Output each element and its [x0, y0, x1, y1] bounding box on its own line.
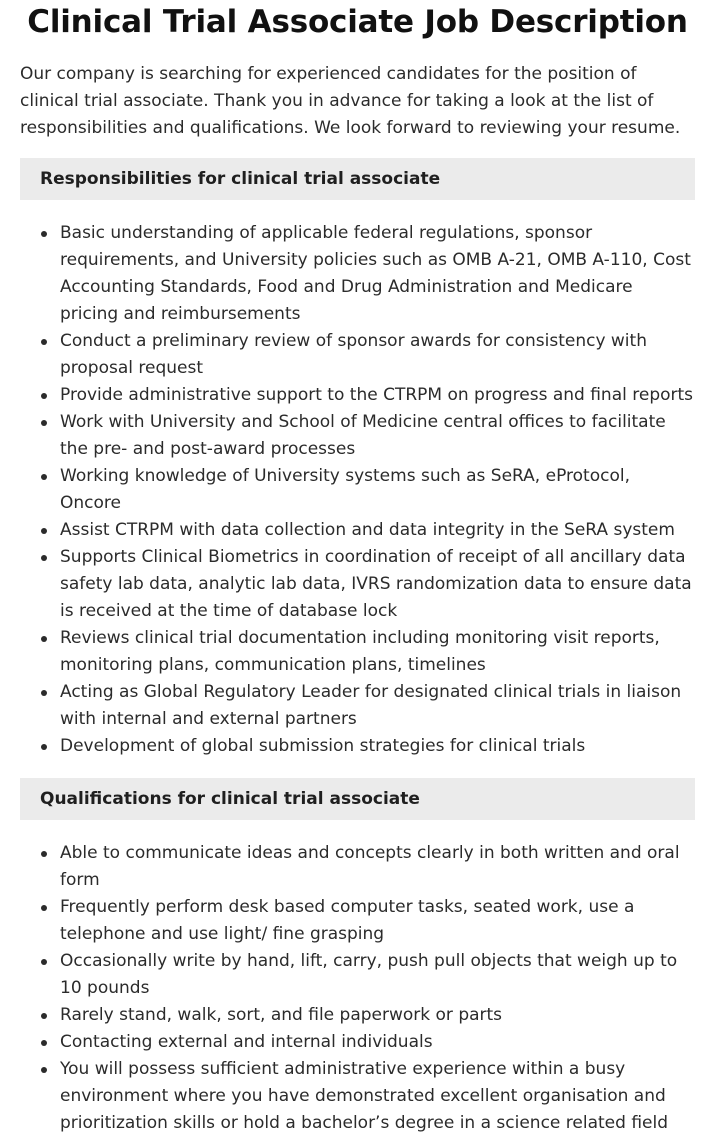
list-item-text: Development of global submission strategies for clinical trials	[60, 736, 586, 756]
list-item-text: Provide administrative support to the CTRPM on progress and final reports	[60, 385, 694, 405]
bullet-icon	[41, 690, 47, 696]
list-item-text: Work with University and School of Medicine central offices to facilitate the pre- and post-award processes	[60, 412, 666, 459]
list-item-text: Occasionally write by hand, lift, carry, push pull objects that weigh up to 10 pounds	[60, 951, 678, 998]
bullet-icon	[41, 1040, 47, 1046]
list-item	[20, 463, 695, 517]
bullet-icon	[41, 851, 47, 857]
list-item-text: Assist CTRPM with data collection and data integrity in the SeRA system	[60, 520, 675, 540]
list-item-text: Reviews clinical trial documentation including monitoring visit reports, monitoring plans, communication plans, timelines	[60, 628, 660, 675]
bullet-icon	[41, 905, 47, 911]
list-item	[20, 220, 695, 328]
bullet-icon	[41, 528, 47, 534]
list-item-text: You will possess sufficient administrative experience within a busy environment where you have demonstrated excellent organisation and prioritization skills or hold a bachelor’s degree in a science related field	[60, 1059, 669, 1133]
responsibilities-heading: Responsibilities for clinical trial associate	[20, 158, 695, 200]
list-item	[20, 894, 695, 948]
list-item	[20, 1056, 695, 1137]
list-item	[20, 1029, 695, 1056]
qualifications-heading: Qualifications for clinical trial associate	[20, 778, 695, 820]
list-item-text: Frequently perform desk based computer tasks, seated work, use a telephone and use light/ fine grasping	[60, 897, 635, 944]
list-item-text: Conduct a preliminary review of sponsor awards for consistency with proposal request	[60, 331, 647, 378]
bullet-icon	[41, 420, 47, 426]
list-item	[20, 625, 695, 679]
bullet-icon	[41, 555, 47, 561]
page-title: Clinical Trial Associate Job Description	[27, 4, 688, 40]
bullet-icon	[41, 744, 47, 750]
list-item	[20, 840, 695, 894]
bullet-icon	[41, 474, 47, 480]
list-item	[20, 544, 695, 625]
list-item	[20, 733, 695, 760]
list-item	[20, 1002, 695, 1029]
list-item-text: Basic understanding of applicable federal regulations, sponsor requirements, and University policies such as OMB A-21, OMB A-110, Cost Accounting Standards, Food and Drug Administration and Medicare pricing and reimbursements	[60, 223, 691, 324]
list-item	[20, 679, 695, 733]
list-item	[20, 382, 695, 409]
list-item-text: Able to communicate ideas and concepts clearly in both written and oral form	[60, 843, 680, 890]
list-item	[20, 517, 695, 544]
list-item-text: Working knowledge of University systems such as SeRA, eProtocol, Oncore	[60, 466, 630, 513]
intro-paragraph: Our company is searching for experienced candidates for the position of clinical trial associate. Thank you in advance for taking a look at the list of responsibilities and qualifications. We look forward to reviewing your resume.	[20, 64, 681, 138]
bullet-icon	[41, 393, 47, 399]
list-item-text: Contacting external and internal individuals	[60, 1032, 433, 1052]
bullet-icon	[41, 1013, 47, 1019]
bullet-icon	[41, 1067, 47, 1073]
bullet-icon	[41, 959, 47, 965]
list-item-text: Acting as Global Regulatory Leader for designated clinical trials in liaison with internal and external partners	[60, 682, 682, 729]
list-item-text: Rarely stand, walk, sort, and file paperwork or parts	[60, 1005, 503, 1025]
list-item	[20, 328, 695, 382]
bullet-icon	[41, 636, 47, 642]
bullet-icon	[41, 339, 47, 345]
list-item	[20, 948, 695, 1002]
bullet-icon	[41, 231, 47, 237]
qualifications-list	[20, 840, 695, 1137]
list-item-text: Supports Clinical Biometrics in coordination of receipt of all ancillary data safety lab data, analytic lab data, IVRS randomization data to ensure data is received at the time of database lock	[60, 547, 692, 621]
list-item	[20, 409, 695, 463]
responsibilities-list	[20, 220, 695, 760]
